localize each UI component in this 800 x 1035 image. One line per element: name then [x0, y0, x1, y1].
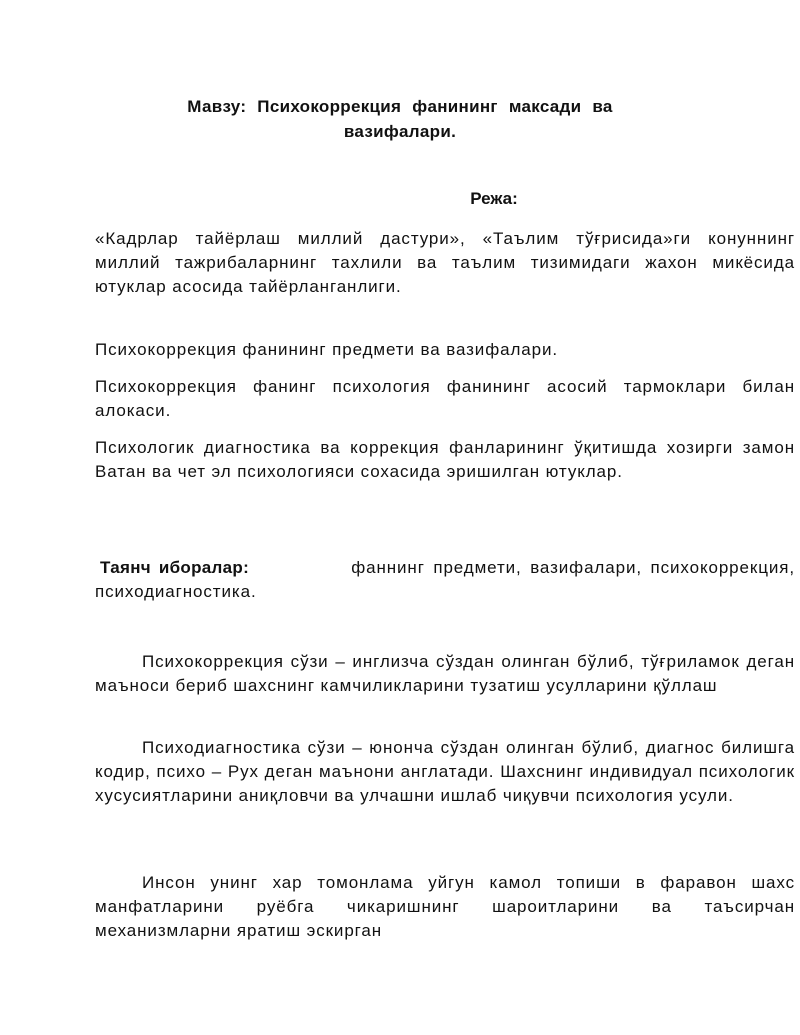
plan-item: Психологик диагностика ва коррекция фанларининг ўқитишда хозирги замон Ватан ва чет эл психологияси сохасида эришилган ютуклар.: [95, 438, 795, 481]
keywords-text: фаннинг предмети, вазифалари, психокоррекция, психодиагностика.: [95, 558, 795, 601]
body-paragraph: Психодиагностика сўзи – юнонча сўздан олинган бўлиб, диагнос билишга кодир, психо – Рух деган маънони англатади. Шахснинг индивидуал психологик хусусиятларини аниқловчи ва улчашни ишлаб чиқувчи психология усули.: [95, 738, 795, 805]
document-title: [95, 94, 705, 144]
title-line-2: вазифалари.: [343, 122, 457, 141]
plan-item: «Кадрлар тайёрлаш миллий дастури», «Таълим тўғрисида»ги конуннинг миллий тажрибаларнинг тахлили ва таълим тизимидаги жахон микёсида ютуклар асосида тайёрланганлиги.: [95, 229, 795, 296]
body-paragraph: Психокоррекция сўзи – инглизча сўздан олинган бўлиб, тўғриламок деган маъноси бериб шахснинг камчиликларини тузатиш усулларини қўллаш: [95, 652, 795, 695]
body-paragraph: Инсон унинг хар томонлама уйгун камол топиши в фаравон шахс манфатларини руёбга чикаришнинг шароитларини ва таъсирчан механизмларни яратиш эскирган: [95, 873, 795, 940]
keywords-paragraph: [95, 556, 795, 604]
plan-heading: Режа:: [470, 189, 518, 208]
plan-item: Психокоррекция фанининг предмети ва вазифалари.: [95, 340, 558, 359]
plan-item: Психокоррекция фанинг психология фанининг асосий тармоклари билан алокаси.: [95, 377, 795, 420]
keywords-label: Таянч иборалар:: [100, 558, 250, 577]
title-line-1: Мавзу: Психокоррекция фанининг максади ва: [187, 97, 613, 116]
